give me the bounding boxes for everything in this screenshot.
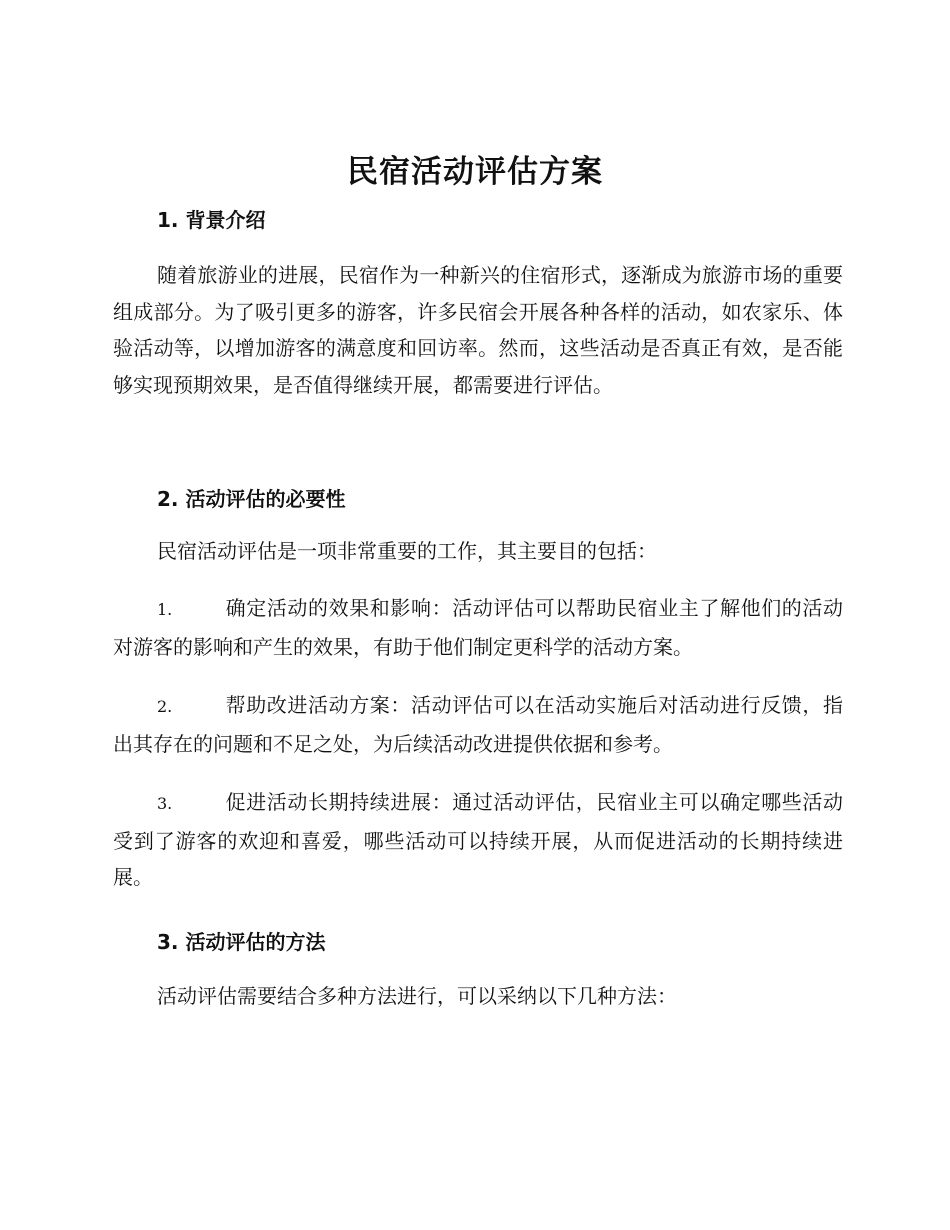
paragraph-methods-intro: 活动评估需要结合多种方法进行，可以采纳以下几种方法： xyxy=(157,984,677,1008)
paragraph-necessity-intro: 民宿活动评估是一项非常重要的工作，其主要目的包括： xyxy=(157,539,657,563)
list-item-text: 确定活动的效果和影响：活动评估可以帮助民宿业主了解他们的活动对游客的影响和产生的效果，有助于他们制定更科学的活动方案。 xyxy=(113,596,843,659)
list-item-text: 促进活动长期持续进展：通过活动评估，民宿业主可以确定哪些活动受到了游客的欢迎和喜爱，哪些活动可以持续开展，从而促进活动的长期持续进展。 xyxy=(113,790,843,890)
list-number: 3. xyxy=(157,794,173,813)
list-item-text: 帮助改进活动方案：活动评估可以在活动实施后对活动进行反馈，指出其存在的问题和不足之处，为后续活动改进提供依据和参考。 xyxy=(113,693,843,756)
list-number: 1. xyxy=(157,600,173,619)
paragraph-background: 随着旅游业的进展，民宿作为一种新兴的住宿形式，逐渐成为旅游市场的重要组成部分。为了吸引更多的游客，许多民宿会开展各种各样的活动，如农家乐、体验活动等，以增加游客的满意度和回访率。然而，这些活动是否真正有效，是否能够实现预期效果，是否值得继续开展，都需要进行评估。 xyxy=(113,263,843,397)
section-heading-background: 1. 背景介绍 xyxy=(157,208,266,232)
section-heading-methods: 3. 活动评估的方法 xyxy=(157,930,326,954)
list-item-2 xyxy=(113,687,843,762)
document-title: 民宿活动评估方案 xyxy=(347,154,603,190)
section-heading-necessity: 2. 活动评估的必要性 xyxy=(157,487,346,511)
list-item-1 xyxy=(113,590,843,665)
list-item-3 xyxy=(113,784,843,896)
list-number: 2. xyxy=(157,697,173,716)
